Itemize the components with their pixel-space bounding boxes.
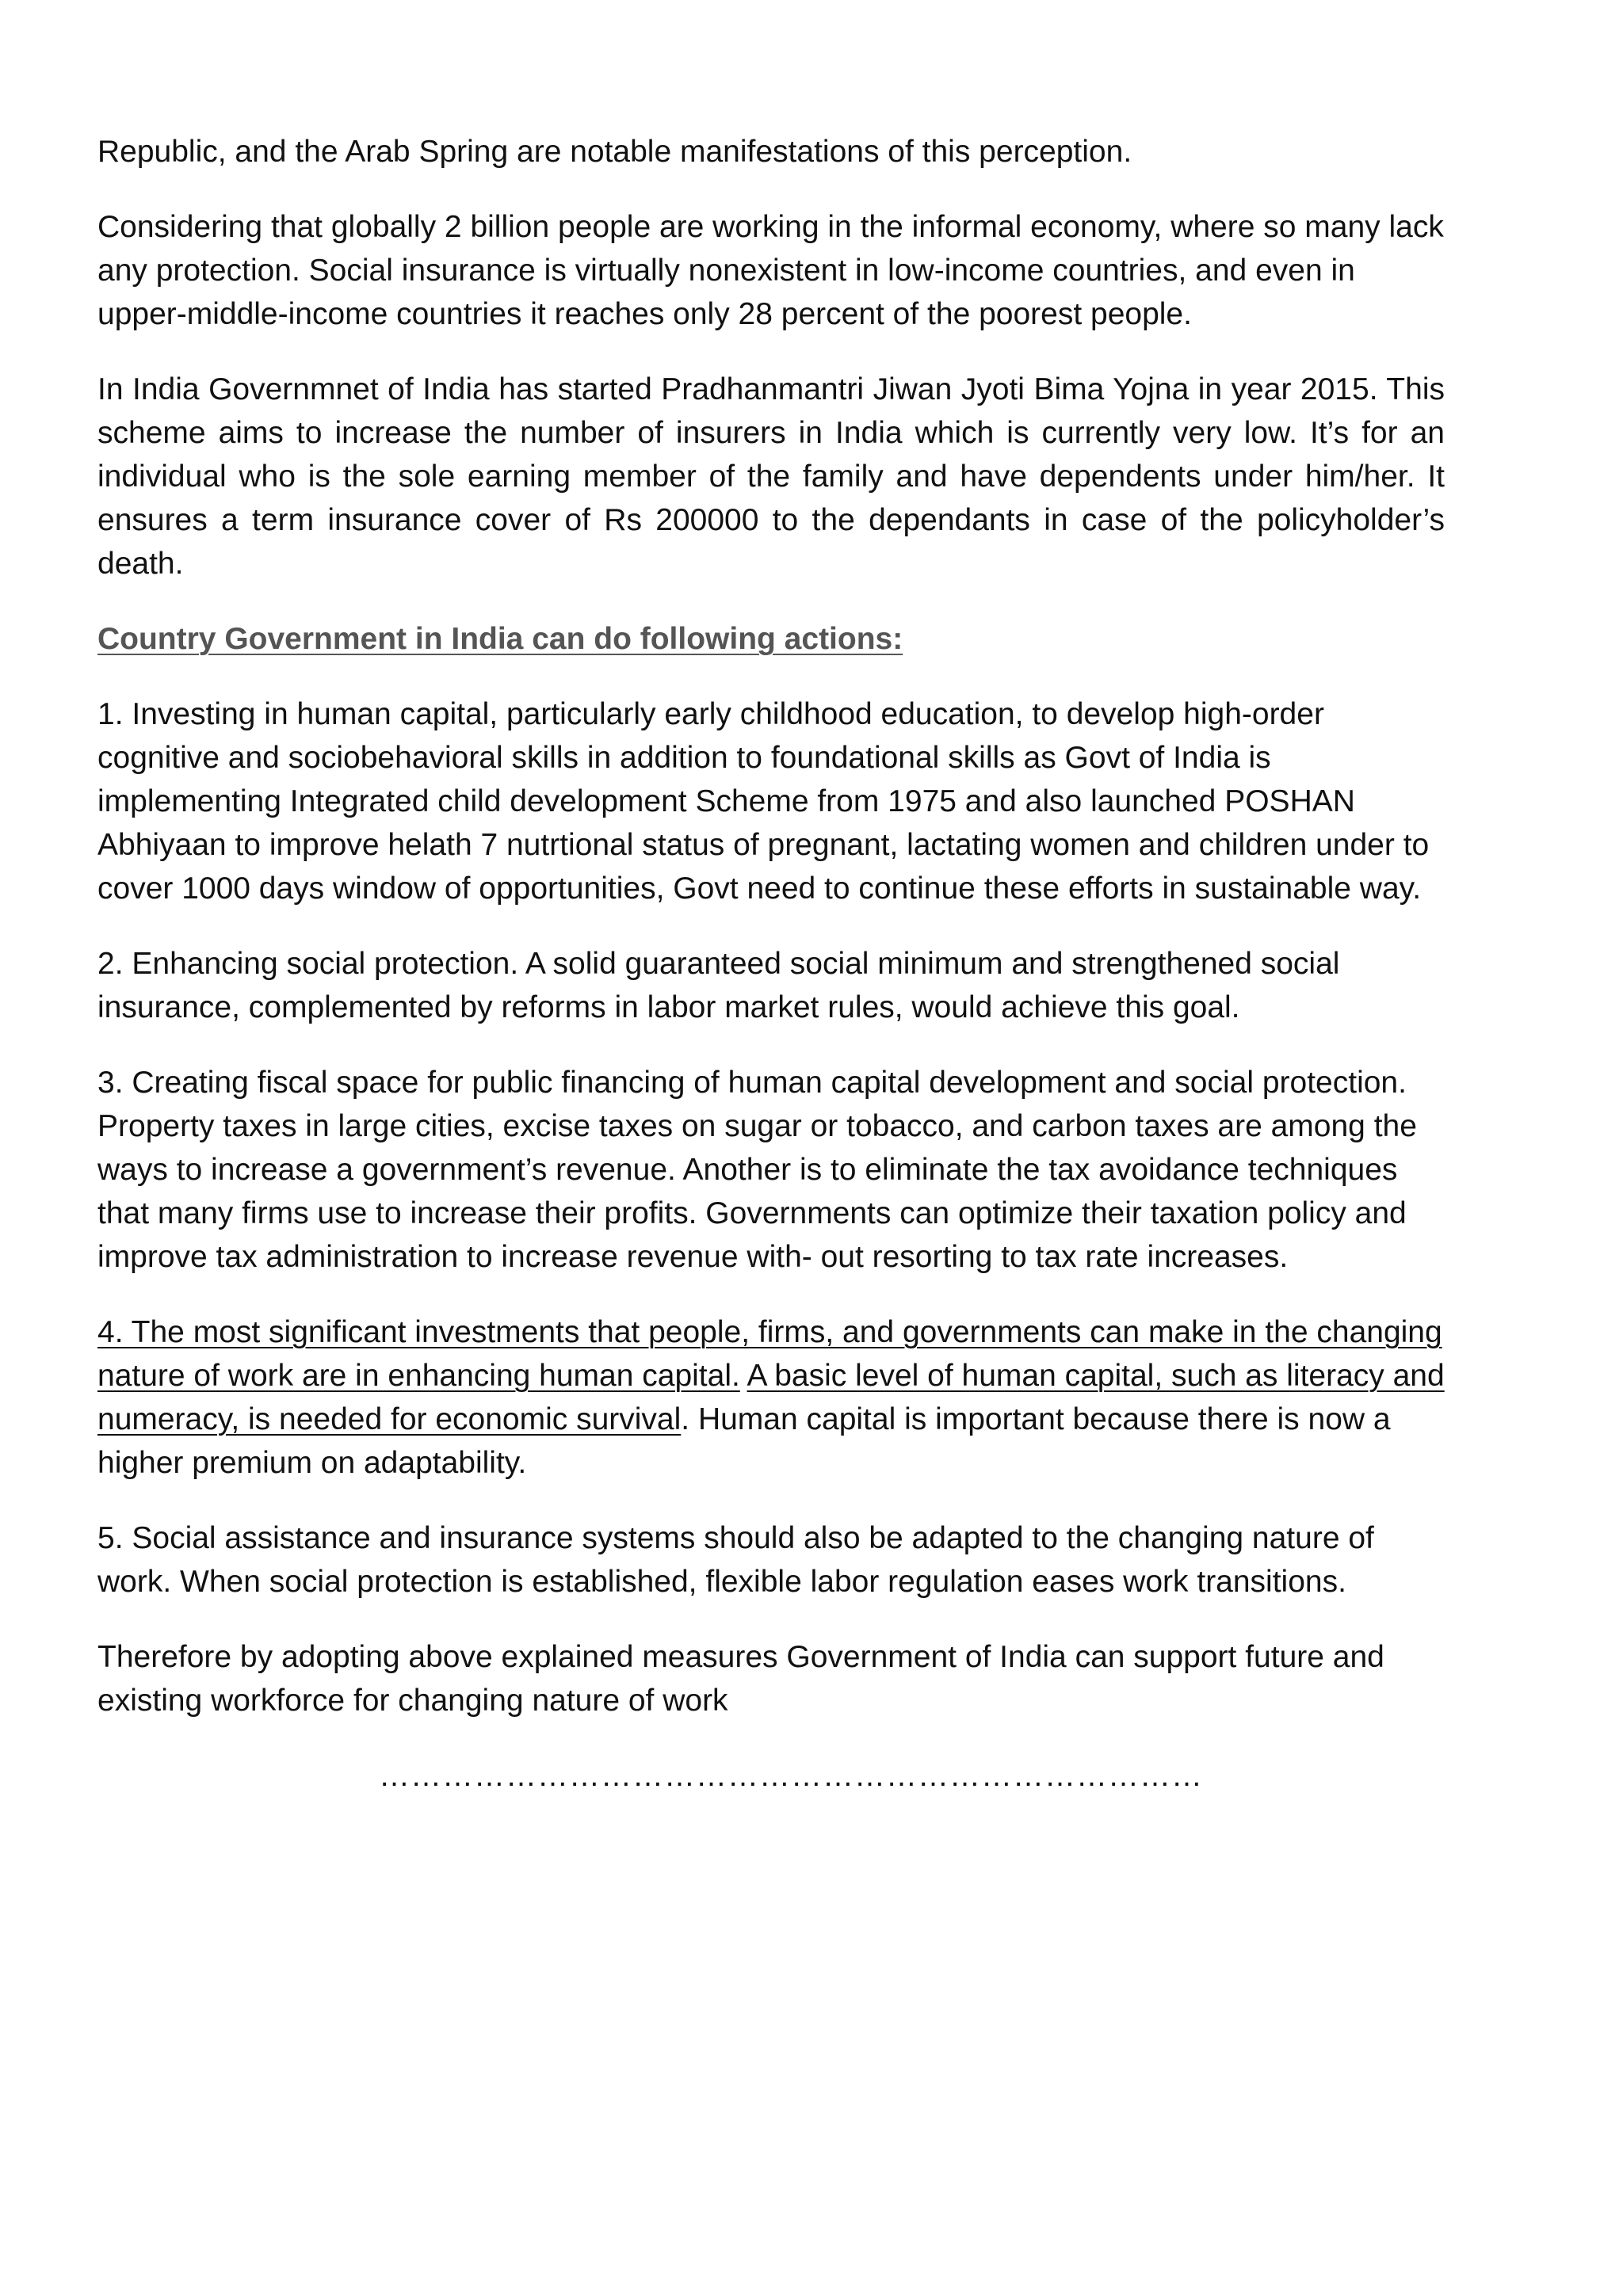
- section-heading: Country Government in India can do following actions:: [97, 622, 903, 656]
- conclusion-paragraph: Therefore by adopting above explained measures Government of India can support future and existing workforce for changing nature of work: [97, 1640, 1384, 1718]
- dotted-separator: ……………………………………………………………………: [379, 1759, 1203, 1793]
- paragraph-arab-spring: Republic, and the Arab Spring are notable manifestations of this perception.: [97, 135, 1132, 169]
- list-item-5: 5. Social assistance and insurance systems should also be adapted to the changing nature of work. When social protection is established, flexible labor regulation eases work transitions.: [97, 1521, 1374, 1599]
- list-item-4: [97, 1310, 1445, 1485]
- list-item-3: 3. Creating fiscal space for public financing of human capital development and social protection. Property taxes in large cities, excise taxes on sugar or tobacco, and carbon taxes are among the ways to increase a government’s revenue. Another is to eliminate the tax avoidance techniques that many firms use to increase their profits. Governments can optimize their taxation policy and improve tax administration to increase revenue with- out resorting to tax rate increases.: [97, 1066, 1417, 1274]
- list-item-2: 2. Enhancing social protection. A solid guaranteed social minimum and strengthened social insurance, complemented by reforms in labor market rules, would achieve this goal.: [97, 947, 1340, 1024]
- list-item-1: 1. Investing in human capital, particularly early childhood education, to develop high-order cognitive and sociobehavioral skills in addition to foundational skills as Govt of India is implementing Integrated child development Scheme from 1975 and also launched POSHAN Abhiyaan to improve helath 7 nutrtional status of pregnant, lactating women and children under to cover 1000 days window of opportunities, Govt need to continue these efforts in sustainable way.: [97, 697, 1430, 906]
- paragraph-pmjjby-scheme: In India Governmnet of India has started Pradhanmantri Jiwan Jyoti Bima Yojna in year 2015. This scheme aims to increase the number of insurers in India which is currently very low. It’s for an individual who is the sole earning member of the family and have dependents under him/her. It ensures a term insurance cover of Rs 200000 to the dependants in case of the policyholder’s death.: [97, 372, 1445, 581]
- list-item-4-underlined-2: A basic level of human capital, such as literacy and numeracy, is needed for economic survival: [97, 1359, 1445, 1436]
- paragraph-informal-economy: Considering that globally 2 billion people are working in the informal economy, where so many lack any protection. Social insurance is virtually nonexistent in low-income countries, and even in upper-middle-income countries it reaches only 28 percent of the poorest people.: [97, 210, 1444, 331]
- list-item-4-rest: . Human capital is important because there is now a higher premium on adaptability.: [97, 1402, 1391, 1480]
- list-item-4-underlined-1: 4. The most significant investments that people, firms, and governments can make in the changing nature of work are in enhancing human capital.: [97, 1315, 1442, 1393]
